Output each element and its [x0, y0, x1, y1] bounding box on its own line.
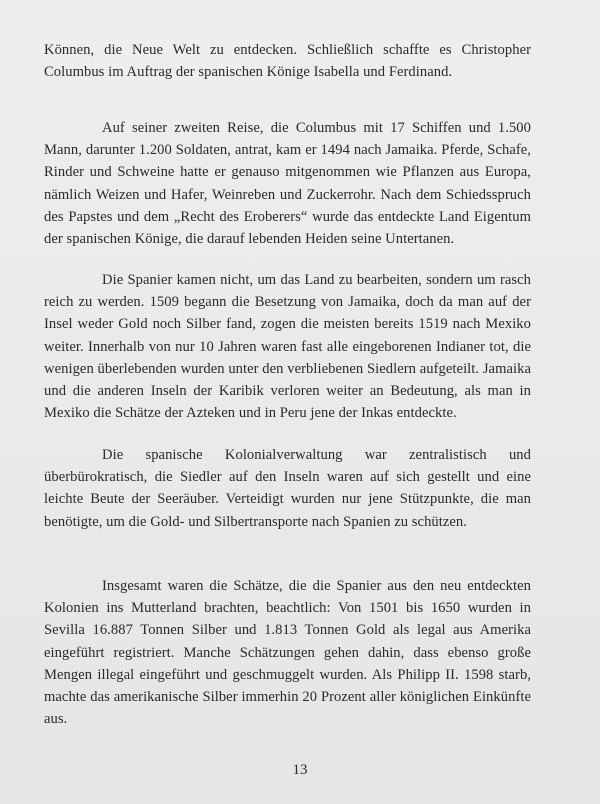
paragraph-second-voyage: Auf seiner zweiten Reise, die Columbus mit 17 Schiffen und 1.500 Mann, darunter 1.200 Soldaten, antrat, kam er 1494 nach Jamaika. Pferde, Schafe, Rinder und Schweine hatte er genauso mitgenommen wie Pflanzen aus Europa, nämlich Weizen und Hafer, Weinreben und Zuckerrohr. Nach dem Schiedsspruch des Papstes und dem „Recht des Eroberers“ wurde das entdeckte Land Eigentum der spanischen Könige, die darauf lebenden Heiden seine Untertanen.: [44, 120, 531, 248]
paragraph-treasures: Insgesamt waren die Schätze, die die Spanier aus den neu entdeckten Kolonien ins Mutterland brachten, beachtlich: Von 1501 bis 1650 wurden in Sevilla 16.887 Tonnen Silber und 1.813 Tonnen Gold als legal aus Amerika eingeführt registriert. Manche Schätzungen gehen dahin, dass ebenso große Mengen illegal eingeführt und geschmuggelt wurden. Als Philipp II. 1598 starb, machte das amerikanische Silber immerhin 20 Prozent aller königlichen Einkünfte aus.: [44, 578, 531, 728]
paragraph-jamaica-occupation: Die Spanier kamen nicht, um das Land zu bearbeiten, sondern um rasch reich zu werden. 1509 begann die Besetzung von Jamaika, doch da man auf der Insel weder Gold noch Silber fand, zogen die meisten bereits 1519 nach Mexiko weiter. Innerhalb von nur 10 Jahren waren fast alle eingeborenen Indianer tot, die wenigen überlebenden wurden unter den verbliebenen Siedlern aufgeteilt. Jamaika und die anderen Inseln der Karibik verloren weiter an Bedeutung, als man in Mexiko die Schätze der Azteken und in Peru jene der Inkas entdeckte.: [44, 272, 531, 422]
paragraph-colonial-administration: Die spanische Kolonialverwaltung war zentralistisch und überbürokratisch, die Siedler auf den Inseln waren auf sich gestellt und eine leichte Beute der Seeräuber. Verteidigt wurden nur jene Stützpunkte, die man benötigte, um die Gold- und Silbertransporte nach Spanien zu schützen.: [44, 447, 531, 530]
paragraph-continuation: Können, die Neue Welt zu entdecken. Schließlich schaffte es Christopher Columbus im Auftrag der spanischen Könige Isabella und Ferdinand.: [44, 42, 531, 81]
page-number: 13: [292, 762, 308, 778]
